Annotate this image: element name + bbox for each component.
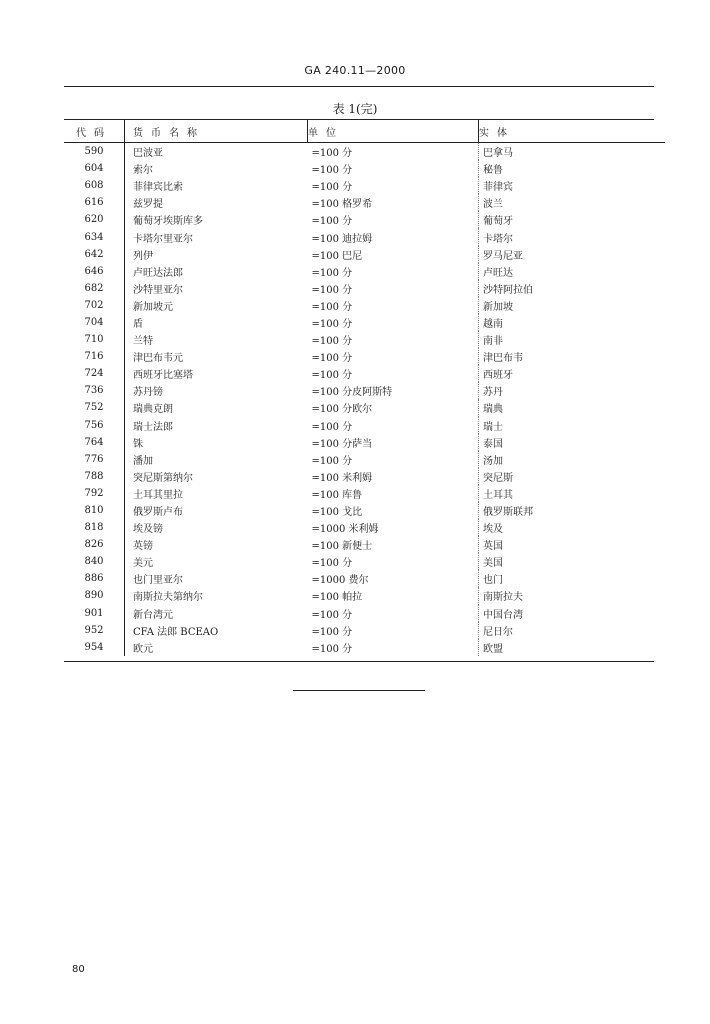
cell-unit: =100 分 xyxy=(308,605,479,622)
cell-unit: =100 戈比 xyxy=(308,502,479,519)
cell-unit: =100 分 xyxy=(308,639,479,656)
cell-currency-name: 津巴布韦元 xyxy=(133,353,183,365)
cell-currency-name: 菲律宾比索 xyxy=(133,182,183,194)
cell-entity: 津巴布韦 xyxy=(483,353,523,365)
cell-unit: =100 分 xyxy=(308,553,479,570)
cell-entity: 罗马尼亚 xyxy=(483,250,523,262)
cell-entity: 葡萄牙 xyxy=(483,216,513,228)
cell-entity: 中国台湾 xyxy=(483,609,523,621)
cell-unit: =100 库鲁 xyxy=(308,485,479,502)
cell-unit: =100 分 xyxy=(308,348,479,365)
cell-unit: =1000 费尔 xyxy=(308,570,479,587)
cell-entity: 南斯拉夫 xyxy=(483,592,523,604)
cell-entity: 苏丹 xyxy=(483,387,503,399)
cell-unit: =100 分 xyxy=(308,280,479,297)
cell-unit: =100 分 xyxy=(308,331,479,348)
cell-entity: 突尼斯 xyxy=(483,472,513,484)
cell-unit: =100 分 xyxy=(308,297,479,314)
cell-code: 590 xyxy=(64,143,125,161)
cell-entity: 巴拿马 xyxy=(483,148,513,160)
table-row xyxy=(64,468,665,485)
cell-entity: 新加坡 xyxy=(483,301,513,313)
cell-code: 682 xyxy=(64,280,125,297)
cell-currency-name: 英镑 xyxy=(133,541,153,553)
table-row xyxy=(64,485,665,502)
cell-entity: 瑞士 xyxy=(483,421,503,433)
cell-entity: 英国 xyxy=(483,541,503,553)
table-row xyxy=(64,263,665,280)
table-header-row xyxy=(64,120,665,143)
cell-currency-name: 沙特里亚尔 xyxy=(133,284,183,296)
cell-code: 736 xyxy=(64,382,125,399)
cell-currency-name: 卢旺达法郎 xyxy=(133,267,183,279)
cell-unit: =100 分 xyxy=(308,622,479,639)
cell-entity: 南非 xyxy=(483,336,503,348)
table-row xyxy=(64,639,665,656)
table-row xyxy=(64,143,665,161)
cell-code: 764 xyxy=(64,434,125,451)
cell-entity: 也门 xyxy=(483,575,503,587)
cell-code: 886 xyxy=(64,570,125,587)
table-row xyxy=(64,553,665,570)
cell-code: 620 xyxy=(64,211,125,228)
cell-currency-name: 铢 xyxy=(133,438,143,450)
cell-unit: =100 分欧尔 xyxy=(308,399,479,416)
table-title: 表 1(完) xyxy=(332,102,378,116)
table-row xyxy=(64,570,665,587)
cell-currency-name: CFA 法郎 BCEAO xyxy=(133,626,219,638)
cell-entity: 西班牙 xyxy=(483,370,513,382)
table-row xyxy=(64,194,665,211)
cell-unit: =100 巴尼 xyxy=(308,246,479,263)
cell-code: 710 xyxy=(64,331,125,348)
cell-unit: =100 分萨当 xyxy=(308,434,479,451)
table-row xyxy=(64,502,665,519)
cell-currency-name: 欧元 xyxy=(133,643,153,655)
end-rule xyxy=(293,690,425,691)
cell-entity: 尼日尔 xyxy=(483,626,513,638)
table-row xyxy=(64,314,665,331)
cell-currency-name: 瑞士法郎 xyxy=(133,421,173,433)
cell-code: 724 xyxy=(64,365,125,382)
cell-unit: =100 分 xyxy=(308,143,479,161)
col-header-unit: 单位 xyxy=(308,120,479,143)
cell-entity: 汤加 xyxy=(483,455,503,467)
table-row xyxy=(64,417,665,434)
cell-code: 756 xyxy=(64,417,125,434)
cell-entity: 卡塔尔 xyxy=(483,233,513,245)
col-header-entity: 实体 xyxy=(479,120,666,143)
cell-unit: =100 米利姆 xyxy=(308,468,479,485)
cell-code: 818 xyxy=(64,519,125,536)
standard-id: GA 240.11—2000 xyxy=(304,64,406,77)
cell-entity: 美国 xyxy=(483,558,503,570)
cell-currency-name: 土耳其里拉 xyxy=(133,489,183,501)
cell-currency-name: 新台湾元 xyxy=(133,609,173,621)
cell-currency-name: 突尼斯第纳尔 xyxy=(133,472,193,484)
table-row xyxy=(64,331,665,348)
cell-unit: =100 分 xyxy=(308,365,479,382)
cell-code: 890 xyxy=(64,587,125,604)
cell-currency-name: 苏丹镑 xyxy=(133,387,163,399)
cell-code: 954 xyxy=(64,639,125,656)
cell-unit: =100 分 xyxy=(308,177,479,194)
cell-currency-name: 瑞典克朗 xyxy=(133,404,173,416)
cell-unit: =100 新便士 xyxy=(308,536,479,553)
table-row xyxy=(64,297,665,314)
cell-unit: =100 分 xyxy=(308,160,479,177)
cell-code: 604 xyxy=(64,160,125,177)
table-row xyxy=(64,587,665,604)
cell-currency-name: 新加坡元 xyxy=(133,301,173,313)
cell-entity: 埃及 xyxy=(483,524,503,536)
cell-currency-name: 盾 xyxy=(133,318,143,330)
cell-unit: =100 帕拉 xyxy=(308,587,479,604)
cell-code: 716 xyxy=(64,348,125,365)
cell-currency-name: 索尔 xyxy=(133,165,153,177)
table-row xyxy=(64,280,665,297)
table-row xyxy=(64,519,665,536)
cell-currency-name: 南斯拉夫第纳尔 xyxy=(133,592,203,604)
cell-code: 952 xyxy=(64,622,125,639)
cell-entity: 秘鲁 xyxy=(483,165,503,177)
cell-currency-name: 西班牙比塞塔 xyxy=(133,370,193,382)
cell-code: 792 xyxy=(64,485,125,502)
cell-unit: =100 分 xyxy=(308,211,479,228)
cell-unit: =100 格罗希 xyxy=(308,194,479,211)
table-row xyxy=(64,211,665,228)
cell-code: 776 xyxy=(64,451,125,468)
cell-currency-name: 俄罗斯卢布 xyxy=(133,507,183,519)
cell-entity: 菲律宾 xyxy=(483,182,513,194)
table-row xyxy=(64,536,665,553)
table-row xyxy=(64,365,665,382)
cell-entity: 泰国 xyxy=(483,438,503,450)
table-row xyxy=(64,451,665,468)
cell-unit: =100 迪拉姆 xyxy=(308,228,479,245)
cell-unit: =100 分 xyxy=(308,263,479,280)
cell-code: 752 xyxy=(64,399,125,416)
col-header-code: 代码 xyxy=(64,120,125,143)
cell-entity: 波兰 xyxy=(483,199,503,211)
cell-currency-name: 列伊 xyxy=(133,250,153,262)
table-row xyxy=(64,177,665,194)
table-row xyxy=(64,605,665,622)
cell-entity: 卢旺达 xyxy=(483,267,513,279)
table-row xyxy=(64,348,665,365)
cell-entity: 欧盟 xyxy=(483,643,503,655)
cell-currency-name: 兰特 xyxy=(133,336,153,348)
table-row xyxy=(64,434,665,451)
cell-code: 608 xyxy=(64,177,125,194)
cell-currency-name: 美元 xyxy=(133,558,153,570)
cell-currency-name: 也门里亚尔 xyxy=(133,575,183,587)
cell-code: 642 xyxy=(64,246,125,263)
page-number: 80 xyxy=(72,964,85,975)
cell-code: 704 xyxy=(64,314,125,331)
cell-code: 702 xyxy=(64,297,125,314)
cell-code: 616 xyxy=(64,194,125,211)
table-row xyxy=(64,246,665,263)
cell-currency-name: 潘加 xyxy=(133,455,153,467)
header-rule xyxy=(64,86,654,87)
col-header-currency-name: 货币名称 xyxy=(125,120,308,143)
cell-code: 840 xyxy=(64,553,125,570)
table-row xyxy=(64,399,665,416)
table-row xyxy=(64,382,665,399)
cell-code: 788 xyxy=(64,468,125,485)
cell-code: 826 xyxy=(64,536,125,553)
cell-code: 810 xyxy=(64,502,125,519)
cell-entity: 瑞典 xyxy=(483,404,503,416)
cell-code: 901 xyxy=(64,605,125,622)
cell-entity: 俄罗斯联邦 xyxy=(483,507,533,519)
cell-unit: =100 分 xyxy=(308,417,479,434)
cell-unit: =100 分皮阿斯特 xyxy=(308,382,479,399)
cell-unit: =100 分 xyxy=(308,314,479,331)
cell-entity: 越南 xyxy=(483,318,503,330)
currency-table xyxy=(64,119,654,662)
cell-unit: =100 分 xyxy=(308,451,479,468)
cell-entity: 土耳其 xyxy=(483,489,513,501)
cell-currency-name: 巴波亚 xyxy=(133,148,163,160)
cell-unit: =1000 米利姆 xyxy=(308,519,479,536)
cell-entity: 沙特阿拉伯 xyxy=(483,284,533,296)
cell-currency-name: 兹罗提 xyxy=(133,199,163,211)
cell-currency-name: 埃及镑 xyxy=(133,524,163,536)
cell-code: 634 xyxy=(64,228,125,245)
cell-code: 646 xyxy=(64,263,125,280)
table-row xyxy=(64,228,665,245)
table-row xyxy=(64,160,665,177)
table-row xyxy=(64,622,665,639)
cell-currency-name: 葡萄牙埃斯库多 xyxy=(133,216,203,228)
cell-currency-name: 卡塔尔里亚尔 xyxy=(133,233,193,245)
